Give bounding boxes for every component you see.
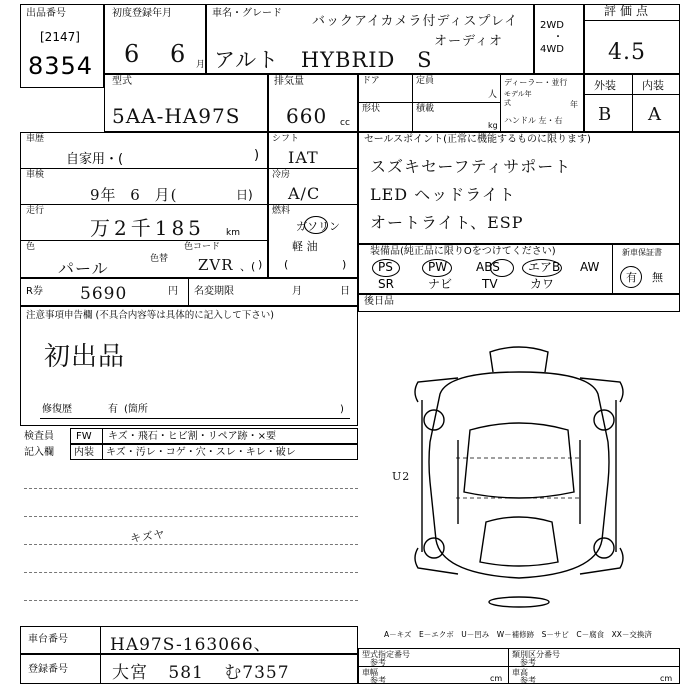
- history-close: ): [254, 148, 260, 163]
- displacement-value: 660: [286, 104, 328, 128]
- title-expiry-label: 名変期限: [194, 286, 234, 297]
- warranty-label: 新車保証書: [622, 248, 662, 257]
- length-ref: 参考: [370, 676, 386, 685]
- fuel-gasoline-circle: [304, 216, 328, 234]
- plate-label: 登録番号: [28, 664, 68, 675]
- type-cert-ref: 参考: [370, 658, 386, 667]
- equipment-airbag-circle: [522, 259, 562, 277]
- warranty-yes-circle: [620, 266, 642, 288]
- door-label: ドア: [362, 76, 380, 86]
- color-label: 色: [26, 242, 36, 252]
- chassis-label: 車台番号: [28, 634, 68, 645]
- auction-code: [2147]: [40, 30, 80, 44]
- specs-row-divider: [358, 102, 500, 103]
- selling-points-label: セールスポイント(正常に機能するものに限ります): [364, 134, 591, 145]
- interior-tag: 内装: [74, 447, 94, 458]
- entry-line-4: [24, 572, 358, 573]
- recycle-value: 5690: [80, 284, 128, 304]
- notes-value: 初出品: [44, 342, 126, 372]
- model-label: 車名・グレード: [212, 8, 282, 19]
- shift-label: シフト: [272, 134, 300, 144]
- displacement-label: 排気量: [274, 76, 304, 87]
- inspector-label: 検査員: [24, 431, 54, 442]
- history-divider-1: [20, 168, 268, 169]
- model-year-label: モデル年式: [504, 90, 532, 107]
- equipment-pw-circle: [422, 259, 452, 277]
- selling-point-1: スズキセーフティサポート: [370, 157, 572, 176]
- equipment-note-1: バックアイカメラ付ディスプレイ: [312, 14, 519, 29]
- load-label: 積載: [416, 104, 435, 114]
- repair-close: ): [340, 404, 344, 415]
- equipment-airbag: エアB: [528, 260, 561, 274]
- fuel-paren: (: [284, 258, 289, 271]
- model-code-label: 型式: [112, 76, 132, 87]
- score-value: 4.5: [608, 40, 646, 65]
- history-label: 車歴: [26, 134, 45, 144]
- damage-mark-u2: U2: [392, 470, 411, 483]
- aircon-value: A/C: [288, 184, 321, 203]
- entry-line-1: [24, 488, 358, 489]
- color-variant-label: 色替: [150, 254, 169, 264]
- mechanical-divider-2: [268, 204, 358, 205]
- drive-4wd: 4WD: [540, 44, 564, 55]
- capacity-unit: 人: [488, 90, 498, 100]
- equipment-leather: カワ: [530, 277, 555, 291]
- damage-legend: A－キズ E－エクボ U－凹み W－補修跡 S－サビ C－腐食 XX－交換済: [384, 630, 652, 639]
- equipment-pw: PW: [428, 260, 448, 274]
- inspector-divider-1: [102, 428, 103, 444]
- plate-divider: [100, 654, 101, 684]
- selling-point-3: オートライト、ESP: [370, 213, 524, 232]
- equipment-ps: PS: [378, 260, 393, 274]
- model-name: アルト HYBRID S: [214, 48, 433, 72]
- length-unit: cm: [490, 674, 503, 683]
- recycle-box: [20, 278, 358, 306]
- selling-point-2: LED ヘッドライト: [370, 185, 516, 204]
- equipment-abs: ABS: [476, 260, 500, 274]
- mechanical-divider-1: [268, 168, 358, 169]
- height-ref: 参考: [520, 676, 536, 685]
- height-label: 車高: [512, 668, 528, 677]
- score-label-divider: [584, 20, 680, 21]
- inspection-value: 9年 6 月(: [90, 186, 178, 204]
- reg-month: 6: [170, 40, 187, 68]
- equipment-navi: ナビ: [428, 277, 453, 291]
- shift-value: IAT: [288, 148, 319, 167]
- repair-yes: 有: [108, 404, 118, 415]
- warranty-divider: [612, 244, 613, 294]
- color-value: パール: [58, 259, 109, 278]
- chassis-divider: [100, 626, 101, 654]
- equipment-sr: SR: [378, 277, 394, 291]
- cert-row-divider: [358, 666, 680, 667]
- class-label: 類別区分番号: [512, 650, 560, 659]
- grade-divider: [632, 74, 633, 132]
- capacity-label: 定員: [416, 76, 435, 86]
- specs-col-divider-1: [412, 74, 413, 132]
- aircon-label: 冷房: [272, 170, 291, 180]
- mileage-label: 走行: [26, 206, 45, 216]
- entry-line-3: [24, 544, 358, 545]
- after-sales-label: 後日品: [364, 296, 394, 307]
- handle-label: ハンドル 左・右: [504, 116, 563, 125]
- mileage-unit: km: [226, 228, 240, 238]
- inspection-label: 車検: [26, 170, 45, 180]
- load-unit: kg: [488, 121, 498, 130]
- fuel-paren-close: ): [342, 258, 347, 271]
- title-day-unit: 日: [340, 286, 350, 297]
- shape-label: 形状: [362, 104, 381, 114]
- equipment-note-2: オーディオ: [434, 34, 503, 49]
- exterior-grade: B: [598, 104, 613, 125]
- equipment-ps-circle: [372, 259, 400, 277]
- plate-value: 大宮 581 む7357: [112, 663, 290, 683]
- lot-label: 出品番号: [26, 8, 66, 19]
- specs-col-divider-2: [500, 74, 501, 132]
- entry-label: 記入欄: [24, 447, 54, 458]
- history-value: 自家用・(: [66, 152, 124, 167]
- drive-sep: ・: [553, 32, 563, 43]
- color-code-paren-close: ): [258, 258, 263, 271]
- model-code-value: 5AA-HA97S: [112, 104, 241, 128]
- reg-date-label: 初度登録年月: [112, 8, 172, 19]
- notes-label: 注意事項申告欄 (不具合内容等は具体的に記入して下さい): [26, 310, 274, 321]
- dealer-label: ディーラー・並行: [504, 78, 568, 87]
- warranty-no: 無: [652, 271, 663, 284]
- repair-place: (箇所: [124, 404, 148, 415]
- repair-label: 修復歴: [42, 404, 72, 415]
- fuel-gasoline: ガソリン: [296, 220, 340, 233]
- score-label: 評価点: [604, 4, 653, 18]
- repair-underline: [40, 418, 350, 419]
- interior-grade: A: [648, 104, 662, 125]
- interior-items: キズ・汚レ・コゲ・穴・スレ・キレ・破レ: [106, 447, 296, 458]
- title-month-unit: 月: [292, 286, 302, 297]
- reg-month-unit: 月: [196, 60, 206, 70]
- equipment-aw: AW: [580, 260, 600, 274]
- type-cert-label: 型式指定番号: [362, 650, 410, 659]
- car-damage-diagram: [358, 312, 680, 612]
- equipment-abs-circle: [490, 259, 514, 277]
- mileage-value: 万2千185: [90, 216, 205, 240]
- color-code-label: 色コード: [184, 242, 221, 252]
- length-label: 車幅: [362, 668, 378, 677]
- yen-unit: 円: [168, 286, 178, 297]
- reg-year: 6: [124, 40, 141, 68]
- warranty-yes: 有: [626, 271, 637, 284]
- fuel-diesel: 軽 油: [292, 240, 318, 253]
- drive-2wd: 2WD: [540, 20, 564, 31]
- recycle-label: R券: [26, 286, 43, 297]
- color-code-paren: 、(: [240, 260, 256, 273]
- entry-line-2: [24, 516, 358, 517]
- fw-items: キズ・飛石・ヒビ割・リペア跡・×要: [108, 431, 276, 442]
- chassis-value: HA97S-163066、: [110, 635, 272, 655]
- inspection-day: 日): [236, 188, 253, 202]
- height-unit: cm: [660, 674, 673, 683]
- grade-label-divider: [584, 94, 680, 95]
- recycle-divider: [188, 278, 189, 306]
- after-sales-box: [358, 294, 680, 312]
- lot-number: 8354: [28, 52, 94, 80]
- equipment-label: 装備品(純正品に限りOをつけてください): [370, 246, 556, 257]
- model-year-unit: 年: [570, 100, 578, 109]
- entry-line-5: [24, 600, 358, 601]
- fw-label: FW: [76, 431, 92, 442]
- color-code-value: ZVR: [198, 256, 234, 274]
- exterior-label: 外装: [594, 79, 616, 92]
- interior-label: 内装: [642, 79, 664, 92]
- equipment-tv: TV: [482, 277, 498, 291]
- displacement-unit: cc: [340, 118, 350, 128]
- fuel-label: 燃料: [272, 206, 291, 216]
- inspector-divider-2: [102, 444, 103, 460]
- class-ref: 参考: [520, 658, 536, 667]
- handwritten-note: キズヤ: [129, 527, 167, 546]
